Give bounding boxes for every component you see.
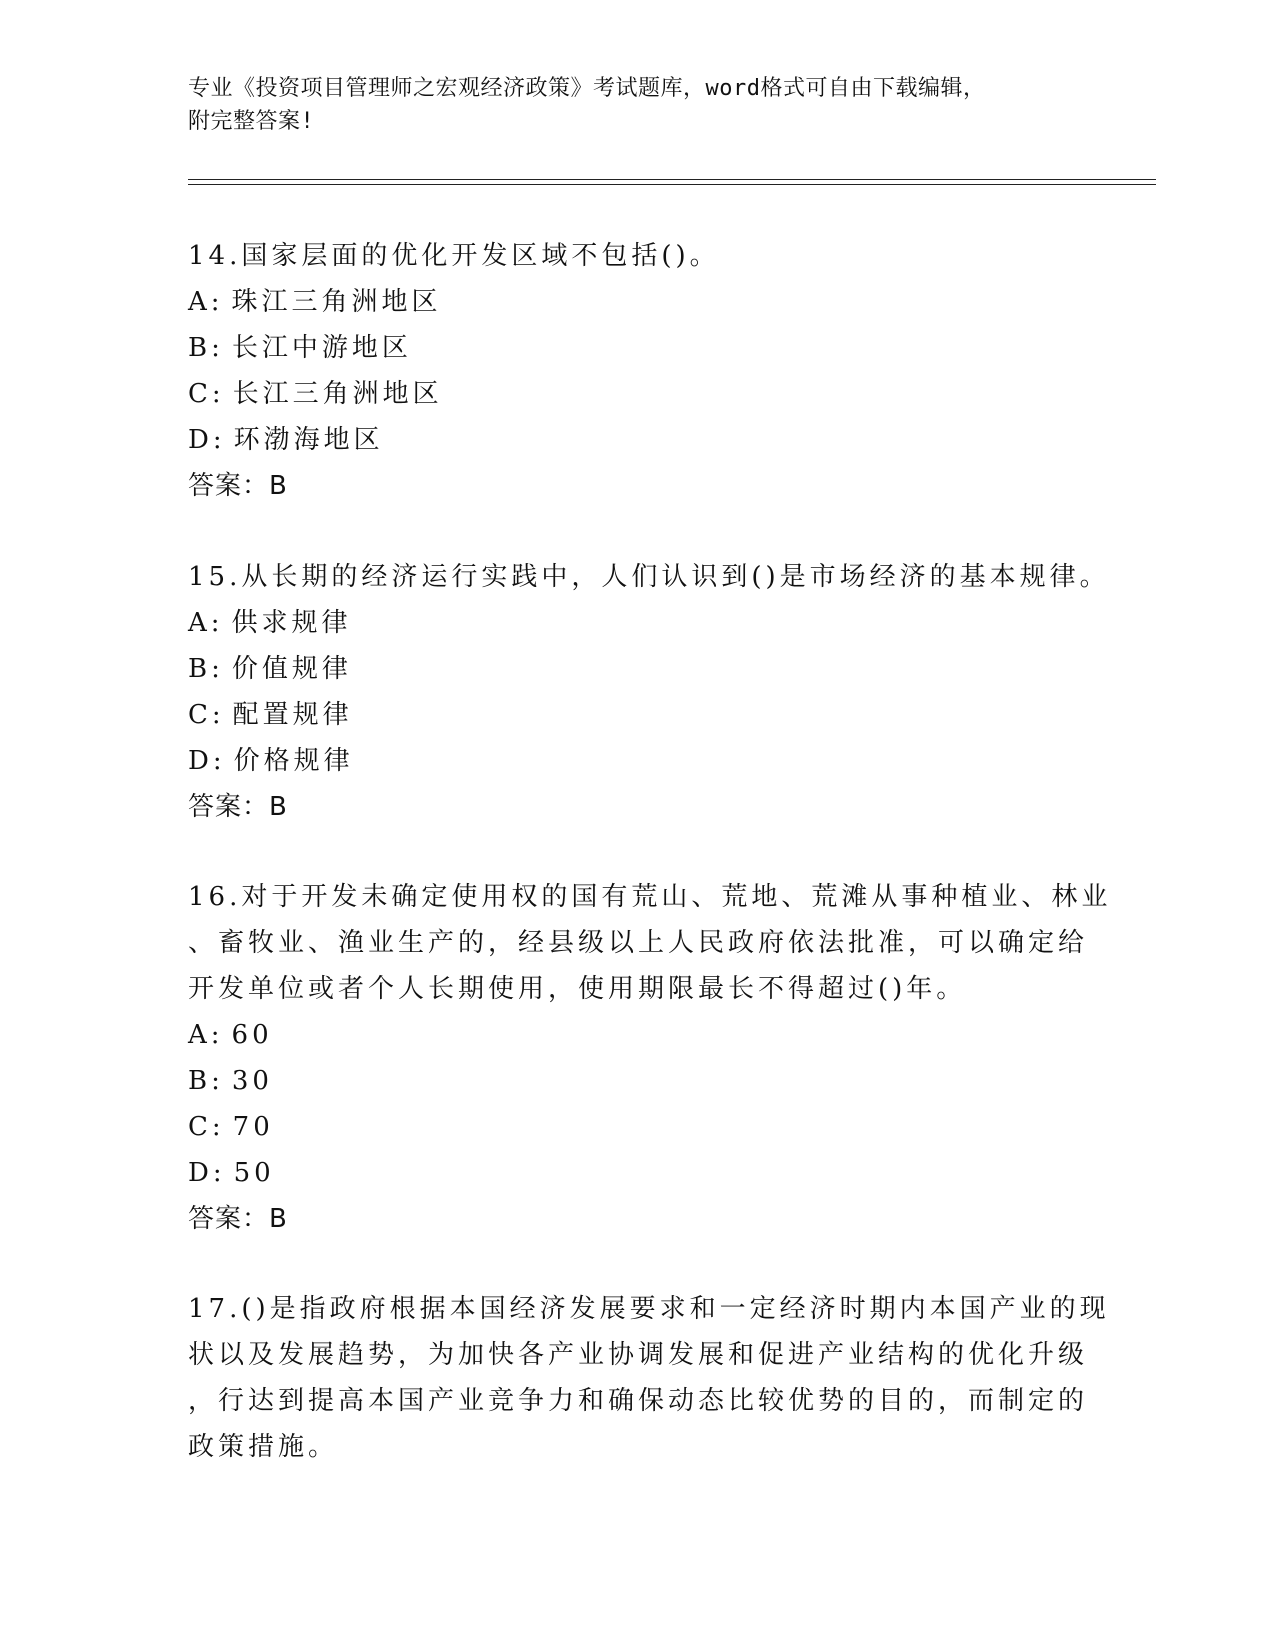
option-text: 价值规律 <box>231 654 352 684</box>
question-16 <box>188 874 1112 1242</box>
option-letter: D: <box>188 1158 226 1188</box>
stem-line: 17.()是指政府根据本国经济发展要求和一定经济时期内本国产业的现 <box>188 1294 1110 1324</box>
option-letter: A: <box>188 287 224 317</box>
option-text: 配置规律 <box>232 700 353 730</box>
header-line-2: 附完整答案! <box>188 109 315 134</box>
option-text: 供求规律 <box>231 608 352 638</box>
option-text: 60 <box>231 1020 273 1050</box>
stem-line: 状以及发展趋势，为加快各产业协调发展和促进产业结构的优化升级 <box>188 1340 1089 1370</box>
option-text: 长江中游地区 <box>231 333 412 363</box>
option-letter: A: <box>188 1020 224 1050</box>
question-14 <box>188 233 1088 509</box>
header-divider-bottom <box>188 184 1156 185</box>
option-b <box>188 1058 1088 1104</box>
option-letter: C: <box>188 700 225 730</box>
answer-line: 答案：B <box>188 1204 288 1234</box>
question-stem <box>188 233 1088 279</box>
option-letter: B: <box>188 1066 224 1096</box>
stem-line: 政策措施。 <box>188 1432 339 1462</box>
option-c <box>188 692 1088 738</box>
option-letter: A: <box>188 608 224 638</box>
option-letter: C: <box>188 379 225 409</box>
answer-line: 答案：B <box>188 792 288 822</box>
option-text: 30 <box>231 1066 273 1096</box>
option-c <box>188 1104 1088 1150</box>
option-d <box>188 417 1088 463</box>
option-text: 长江三角洲地区 <box>232 379 443 409</box>
stem-line: 、畜牧业、渔业生产的，经县级以上人民政府依法批准，可以确定给 <box>188 928 1089 958</box>
option-a <box>188 279 1088 325</box>
option-b <box>188 646 1088 692</box>
stem-line: 15.从长期的经济运行实践中，人们认识到()是市场经济的基本规律。 <box>188 562 1110 592</box>
option-text: 环渤海地区 <box>233 425 384 455</box>
question-stem <box>188 874 1112 1012</box>
option-text: 70 <box>232 1112 274 1142</box>
option-a <box>188 1012 1088 1058</box>
option-a <box>188 600 1088 646</box>
option-letter: B: <box>188 654 224 684</box>
option-letter: D: <box>188 425 226 455</box>
answer-line: 答案：B <box>188 471 288 501</box>
option-c <box>188 371 1088 417</box>
stem-line: 16.对于开发未确定使用权的国有荒山、荒地、荒滩从事种植业、林业 <box>188 882 1112 912</box>
header-line-1: 专业《投资项目管理师之宏观经济政策》考试题库，word格式可自由下载编辑， <box>188 76 986 101</box>
option-d <box>188 738 1088 784</box>
option-d <box>188 1150 1088 1196</box>
question-stem <box>188 554 1110 600</box>
stem-line: 14.国家层面的优化开发区域不包括()。 <box>188 241 720 271</box>
question-15 <box>188 554 1110 830</box>
question-stem <box>188 1286 1110 1470</box>
option-letter: C: <box>188 1112 225 1142</box>
document-header <box>188 72 1088 138</box>
option-b <box>188 325 1088 371</box>
option-letter: D: <box>188 746 226 776</box>
option-text: 珠江三角洲地区 <box>231 287 442 317</box>
stem-line: ，行达到提高本国产业竞争力和确保动态比较优势的目的，而制定的 <box>188 1386 1089 1416</box>
option-letter: B: <box>188 333 224 363</box>
option-text: 价格规律 <box>233 746 354 776</box>
question-17 <box>188 1286 1110 1470</box>
stem-line: 开发单位或者个人长期使用，使用期限最长不得超过()年。 <box>188 974 967 1004</box>
header-divider-top <box>188 179 1156 180</box>
option-text: 50 <box>233 1158 275 1188</box>
